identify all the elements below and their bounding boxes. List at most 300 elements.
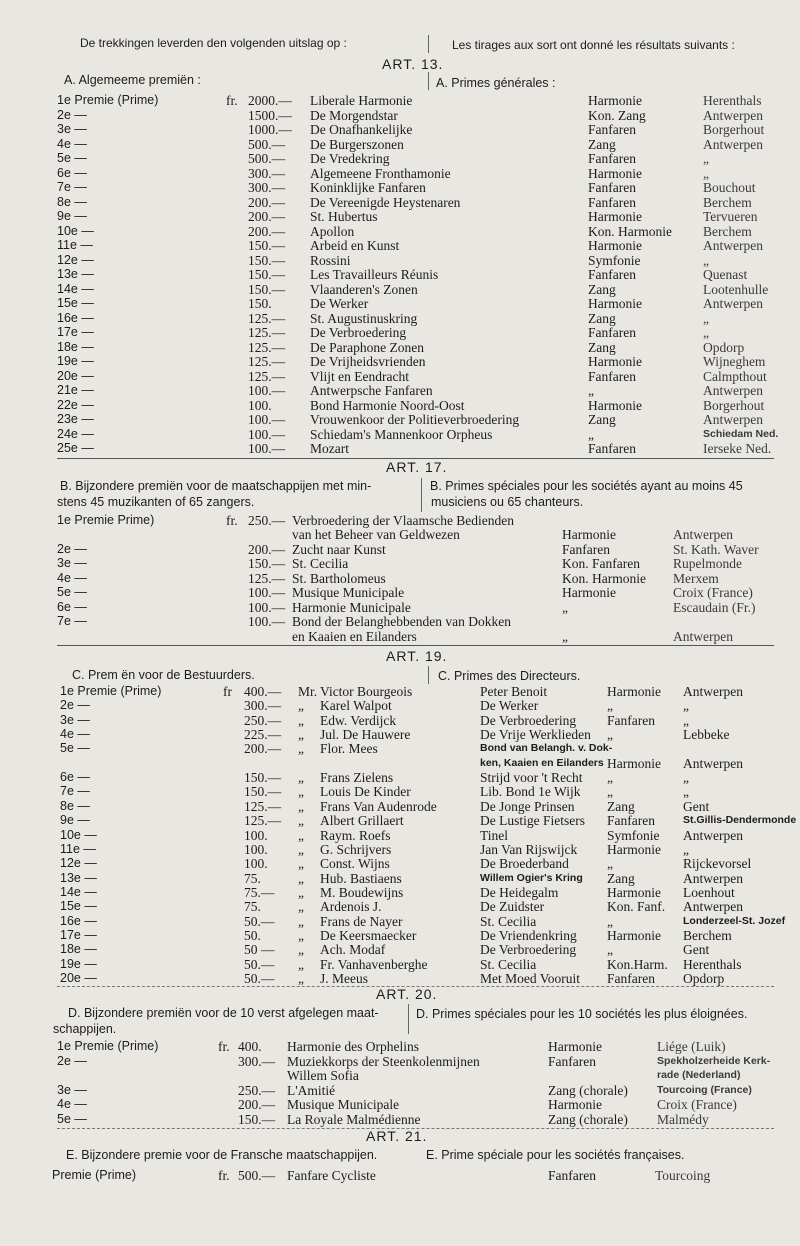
prize-place: Croix (France) [673,585,753,601]
prize-rank: 14e — [60,884,97,899]
prize-society: Willem Ogier's Kring [480,871,583,884]
prize-place: Berchem [703,223,752,239]
prize-type: Zang [607,870,635,886]
prize-type: Kon. Zang [588,107,646,123]
prize-place: Borgerhout [703,397,765,413]
prize-row [0,311,800,326]
prize-place: „ [683,698,689,714]
prize-place: „ [683,770,689,786]
prize-row [0,1039,800,1054]
prize-mr: „ [298,741,304,757]
prize-cur: fr [223,684,232,699]
prize-place: rade (Nederland) [657,1069,741,1082]
prize-place: Quenast [703,267,748,282]
prize-place: Ierseke Ned. [703,441,772,456]
prize-rank: 15e — [60,899,97,914]
section-divider [57,645,774,646]
prize-amount: 150. [248,296,272,311]
subtitle-left-c: C. Prem ën voor de Bestuurders. [72,668,255,682]
prize-row [0,741,800,756]
prize-name: en Kaaien en Eilanders [292,628,417,644]
prize-row [0,942,800,957]
prize-name: Frans Van Audenrode [320,798,437,814]
prize-society: St. Cecilia [480,956,537,972]
prize-row [0,684,800,699]
prize-row [0,784,800,799]
prize-rank: 7e — [60,784,90,799]
prize-society: De Zuidster [480,899,545,915]
prize-society: De Broederband [480,856,569,872]
column-divider [421,478,422,512]
prize-amount: 125.— [244,798,282,814]
prize-name: Harmonie des Orphelins [287,1039,419,1054]
prize-name: De Keersmaecker [320,927,417,943]
section-title-art20: ART. 20. [376,986,438,1002]
prize-row [0,1054,800,1069]
prize-amount: 200.— [248,194,286,210]
prize-rank: 13e — [60,870,97,885]
prize-amount: 400. [238,1039,262,1054]
prize-name: De Werker [310,296,369,311]
prize-row [0,629,800,644]
prize-place: Antwerpen [703,412,763,427]
prize-name: Karel Walpot [320,698,392,714]
prize-amount: 250.— [244,712,282,728]
prize-society: ken, Kaaien en Eilanders [480,756,604,769]
prize-rank: 17e — [57,325,94,339]
prize-name: Ardenois J. [320,899,382,915]
prize-rank: 3e — [57,122,87,136]
prize-society: De Vrije Werklieden [480,727,591,743]
column-divider [428,666,429,684]
subtitle-left-b: B. Bijzondere premiën voor de maatschappijen met min- [60,479,372,493]
prize-type: Kon. Fanf. [607,899,666,915]
prize-name: Musique Municipale [292,585,405,601]
prize-name: Frans Zielens [320,770,394,786]
prize-rank: 16e — [60,913,97,928]
prize-society: De Lustige Fietsers [480,813,585,829]
prize-amount: 125.— [248,570,286,586]
prize-type: „ [607,698,613,714]
prize-society: Peter Benoit [480,684,548,699]
prize-type: Harmonie [607,755,661,771]
prize-type: Harmonie [588,354,642,369]
prize-name: De Onafhankelijke [310,122,413,137]
prize-name: G. Schrijvers [320,841,392,857]
prize-amount: 1500.— [248,107,292,123]
prize-row [0,1168,800,1183]
prize-row [0,813,800,828]
prize-type: Harmonie [562,585,616,601]
prize-rank: 20e — [60,971,97,985]
prize-name: St. Cecilia [292,556,349,572]
prize-name: Apollon [310,223,355,239]
prize-rank: 2e — [57,107,87,122]
prize-amount: 150.— [248,281,286,297]
prize-place: „ [683,712,689,728]
prize-row [0,122,800,137]
prize-amount: 100.— [248,383,286,398]
prize-rank: 2e — [60,698,90,713]
prize-rank: 3e — [57,556,87,571]
prize-type: Fanfaren [607,971,655,986]
prize-amount: 50.— [244,971,275,986]
prize-mr: „ [298,712,304,728]
prize-rank: 5e — [60,741,90,756]
prize-rank: 7e — [57,180,87,194]
prize-amount: 50. [244,927,261,943]
prize-row [0,93,800,108]
prize-rank: 21e — [57,383,94,397]
prize-name: Hub. Bastiaens [320,870,402,886]
prize-name: Verbroedering der Vlaamsche Bedienden [292,513,515,528]
prize-society: De Vriendenkring [480,927,577,943]
prize-amount: 125.— [248,310,286,326]
prize-row [0,383,800,398]
prize-type: Zang [588,412,616,427]
prize-rank: 1e Premie (Prime) [60,684,162,698]
prize-name: Vlaanderen's Zonen [310,281,418,297]
section-title-art13: ART. 13. [382,56,444,72]
prize-type: Fanfaren [588,441,636,456]
prize-place: Bouchout [703,180,756,195]
section-title-art19: ART. 19. [386,648,448,664]
prize-amount: 400.— [244,684,282,699]
prize-name: Louis De Kinder [320,784,411,800]
prize-rank: 10e — [60,827,97,842]
prize-rank: 1e Premie Prime) [57,513,155,527]
prize-place: Gent [683,942,710,958]
prize-rank: 4e — [57,1097,87,1112]
prize-rank: 11e — [60,841,96,856]
prize-row [0,1083,800,1098]
prize-mr: „ [298,913,304,929]
prize-amount: 50.— [244,913,275,929]
subtitle-right-e: E. Prime spéciale pour les sociétés françaises. [426,1148,685,1162]
prize-society: De Verbroedering [480,712,577,728]
prize-rank: 10e — [57,223,94,238]
prize-type: „ [588,383,594,398]
prize-row [0,542,800,557]
subtitle-left-e: E. Bijzondere premie voor de Fransche maatschappijen. [66,1148,378,1162]
prize-name: L'Amitié [287,1082,336,1098]
prize-rank: 12e — [57,252,94,267]
header-left: De trekkingen leverden den volgenden uitslag op : [80,36,347,50]
prize-name: Koninklijke Fanfaren [310,180,426,195]
prize-amount: 100. [244,841,268,857]
prize-amount: 250.— [238,1082,276,1098]
prize-amount: 225.— [244,727,282,743]
prize-rank: 19e — [60,956,97,971]
prize-place: Borgerhout [703,122,765,137]
prize-rank: 11e — [57,238,93,252]
prize-place: Antwerpen [703,238,763,253]
prize-type: Fanfaren [588,151,636,166]
prize-type: Harmonie [607,841,661,857]
prize-rank: 3e — [57,1082,87,1097]
prize-name: Bond Harmonie Noord-Oost [310,397,465,413]
prize-amount: 200.— [248,541,286,557]
prize-cur: fr. [226,513,238,528]
prize-type: Harmonie [607,927,661,943]
prize-name: St. Hubertus [310,209,378,224]
prize-row [0,971,800,986]
subtitle-right-b: B. Primes spéciales pour les sociétés ayant au moins 45 [430,479,743,493]
prize-name: M. Boudewijns [320,884,404,900]
prize-place: Antwerpen [683,827,743,843]
prize-rank: 4e — [60,727,90,742]
prize-mr: „ [298,698,304,714]
prize-place: Gent [683,798,710,814]
prize-name: Fanfare Cycliste [287,1168,376,1183]
column-divider [408,1004,409,1034]
subtitle-left-d-2: schappijen. [53,1022,117,1036]
prize-name: Ach. Modaf [320,942,386,958]
prize-name: Schiedam's Mannenkoor Orpheus [310,426,493,442]
prize-place: Herenthals [683,956,742,972]
prize-rank: 13e — [57,267,94,281]
prize-name: Edw. Verdijck [320,712,397,728]
prize-place: Antwerpen [703,107,763,123]
prize-rank: 4e — [57,136,87,151]
prize-row [0,957,800,972]
prize-amount: 100. [244,856,268,872]
prize-rank: 18e — [60,942,97,957]
prize-amount: 300.— [244,698,282,714]
prize-row [0,253,800,268]
prize-type: Fanfaren [607,712,655,728]
prize-row [0,571,800,586]
prize-name: De Vredekring [310,151,390,166]
prize-rank: 15e — [57,296,94,310]
prize-name: La Royale Malmédienne [287,1112,421,1127]
prize-name: Liberale Harmonie [310,93,413,108]
prize-place: Antwerpen [673,527,733,543]
prize-place: Opdorp [703,339,745,355]
prize-name: Mozart [310,441,349,456]
prize-row [0,871,800,886]
subtitle-left-b-2: stens 45 muzikanten of 65 zangers. [57,495,255,509]
prize-amount: 75. [244,870,261,886]
prize-mr: „ [298,870,304,886]
prize-type: Harmonie [588,209,642,224]
subtitle-left-a: A. Algemeeme premiën : [64,73,201,87]
prize-amount: 100.— [248,599,286,615]
prize-rank: Premie (Prime) [52,1168,137,1182]
prize-row [0,1097,800,1112]
prize-type: „ [607,913,613,929]
prize-row [0,209,800,224]
prize-rank: 14e — [57,281,94,296]
prize-type: Fanfaren [588,122,636,137]
prize-society: Tinel [480,827,509,843]
prize-amount: 100. [244,827,268,843]
prize-row [0,369,800,384]
subtitle-left-d: D. Bijzondere premiën voor de 10 verst afgelegen maat- [68,1006,379,1020]
prize-name: Flor. Mees [320,741,378,757]
prize-mr: „ [298,841,304,857]
prize-type: Symfonie [607,827,660,843]
prize-amount: 125.— [248,354,286,369]
prize-name: Willem Sofia [287,1068,359,1084]
prize-row [0,427,800,442]
prize-amount: 200.— [248,223,286,239]
prize-place: Escaudain (Fr.) [673,599,756,615]
prize-amount: 75. [244,899,261,915]
prize-rank: 4e — [57,570,87,585]
prize-mr: „ [298,813,304,829]
prize-type: Symfonie [588,252,641,268]
prize-place: „ [703,310,709,326]
prize-name: Const. Wijns [320,856,390,872]
prize-rank: 20e — [57,368,94,383]
prize-name: Vrouwenkoor der Politieverbroedering [310,412,520,427]
prize-type: Harmonie [588,165,642,181]
prize-row [0,756,800,771]
prize-type: Harmonie [548,1039,602,1054]
prize-type: Zang (chorale) [548,1112,628,1127]
prize-mr: „ [298,784,304,800]
prize-mr: „ [298,927,304,943]
prize-place: St. Kath. Waver [673,541,759,557]
prize-type: „ [588,426,594,442]
prize-rank: 6e — [57,165,87,180]
prize-place: Berchem [683,927,732,943]
prize-rank: 24e — [57,426,94,441]
prize-mr: „ [298,884,304,900]
prize-type: Kon. Fanfaren [562,556,640,572]
prize-type: Kon. Harmonie [562,570,646,586]
section-title-art21: ART. 21. [366,1128,428,1144]
prize-place: „ [703,325,709,340]
prize-place: Herenthals [703,93,762,108]
prize-row [0,180,800,195]
prize-place: Calmpthout [703,368,767,384]
prize-place: Wijneghem [703,354,766,369]
prize-type: Zang [588,136,616,152]
prize-amount: 100. [248,397,272,413]
prize-amount: 100.— [248,426,286,442]
prize-name: De Paraphone Zonen [310,339,424,355]
prize-name: Bond der Belanghebbenden van Dokken [292,614,511,630]
prize-rank: 22e — [57,397,94,412]
prize-row [0,842,800,857]
prize-mr: „ [298,770,304,786]
prize-type: Kon.Harm. [607,956,668,972]
prize-place: Lebbeke [683,727,730,743]
prize-row [0,770,800,785]
prize-society: Lib. Bond 1e Wijk [480,784,581,800]
prize-place: Spekholzerheide Kerk- [657,1054,771,1067]
prize-society: De Jonge Prinsen [480,798,575,814]
prize-society: De Heidegalm [480,884,559,900]
prize-amount: 500.— [248,151,286,166]
prize-amount: 150.— [244,784,282,800]
prize-place: Antwerpen [673,628,733,644]
prize-type: Fanfaren [588,180,636,195]
prize-amount: 125.— [248,368,286,384]
prize-amount: 2000.— [248,93,292,108]
prize-cur: fr. [226,93,238,108]
prize-place: Opdorp [683,971,725,986]
prize-amount: 125.— [248,325,286,340]
subtitle-right-c: C. Primes des Directeurs. [438,669,581,683]
prize-type: „ [607,784,613,800]
prize-amount: 150.— [248,267,286,282]
prize-row [0,137,800,152]
prize-rank: 18e — [57,339,94,354]
section-title-art17: ART. 17. [386,459,448,475]
prize-row [0,282,800,297]
prize-mr: „ [298,798,304,814]
prize-row [0,585,800,600]
prize-type: Harmonie [588,238,642,253]
prize-amount: 100.— [248,441,286,456]
prize-place: „ [703,151,709,166]
prize-amount: 200.— [238,1097,276,1113]
prize-row [0,151,800,166]
prize-mr: Mr. [298,684,318,699]
prize-society: Met Moed Vooruit [480,971,581,986]
prize-place: Lootenhulle [703,281,769,297]
prize-type: Fanfaren [607,813,655,829]
prize-row [0,885,800,900]
prize-amount: 250.— [248,513,286,528]
prize-amount: 100.— [248,585,286,601]
prize-place: Merxem [673,570,719,586]
prize-place: Antwerpen [683,684,743,699]
prize-row [0,527,800,542]
prize-name: Frans de Nayer [320,913,403,929]
prize-name: St. Augustinuskring [310,310,418,326]
prize-name: Victor Bourgeois [320,684,413,699]
prize-amount: 150.— [238,1112,276,1127]
prize-row [0,928,800,943]
prize-place: Rupelmonde [673,556,742,572]
prize-rank: 5e — [57,585,87,600]
prize-row [0,412,800,427]
prize-amount: 300.— [238,1053,276,1069]
prize-place: Berchem [703,194,752,210]
prize-name: Raym. Roefs [320,827,391,843]
subtitle-right-b-2: musiciens ou 65 chanteurs. [431,495,584,509]
prize-place: Loenhout [683,884,735,900]
prize-amount: 100.— [248,614,286,630]
prize-amount: 125.— [248,339,286,355]
prize-rank: 25e — [57,441,94,455]
prize-amount: 150.— [248,556,286,572]
prize-type: Fanfaren [562,541,610,557]
prize-place: Tourcoing (France) [657,1083,752,1096]
prize-place: „ [703,252,709,268]
prize-type: „ [562,628,568,644]
prize-type: Harmonie [562,527,616,543]
prize-rank: 8e — [60,798,90,813]
prize-place: Tervueren [703,209,758,224]
subtitle-right-d: D. Primes spéciales pour les 10 sociétés les plus éloignées. [416,1007,748,1021]
prize-name: Harmonie Municipale [292,599,411,615]
prize-place: „ [683,841,689,857]
prize-name: Jul. De Hauwere [320,727,411,743]
prize-place: Antwerpen [683,755,743,771]
prize-row [0,238,800,253]
prize-name: Algemeene Fronthamonie [310,165,451,181]
header-right: Les tirages aux sort ont donné les résultats suivants : [452,38,735,52]
prize-amount: 100.— [248,412,286,427]
prize-rank: 9e — [57,209,87,223]
prize-row [0,325,800,340]
prize-place: Antwerpen [703,383,763,398]
